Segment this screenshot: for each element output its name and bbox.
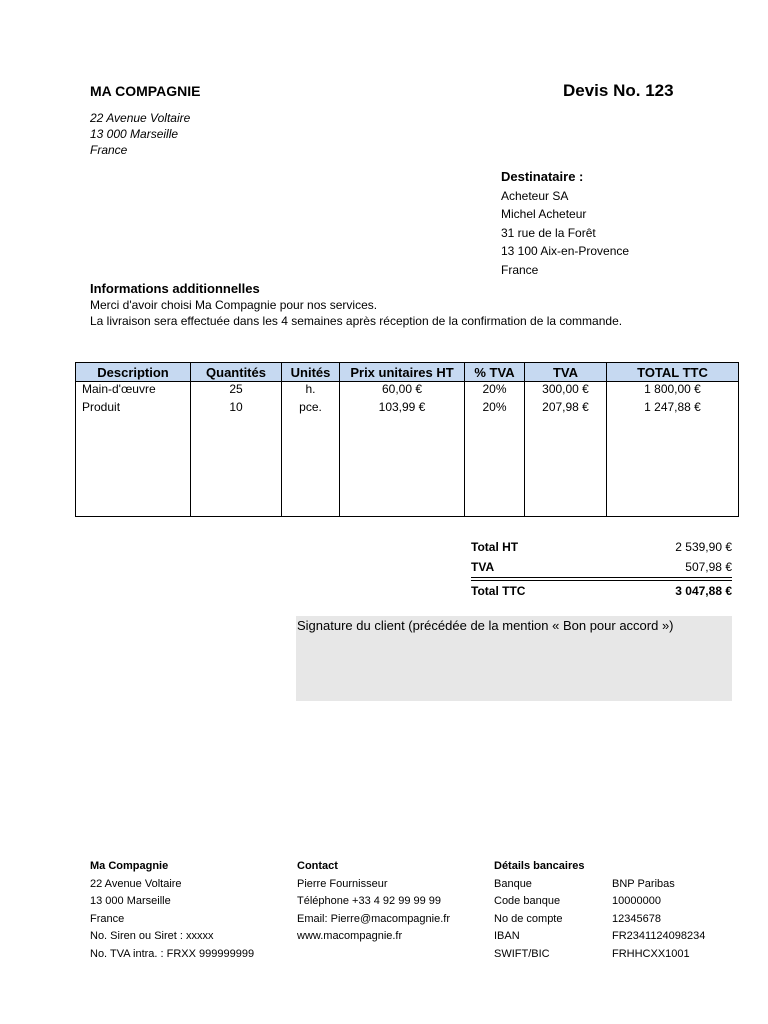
footer-contact-name: Pierre Fournisseur bbox=[297, 877, 388, 890]
total-tva-row bbox=[471, 557, 732, 577]
cell-vat: 207,98 € bbox=[525, 400, 607, 418]
recipient-label: Destinataire : bbox=[501, 169, 584, 184]
total-ht-row bbox=[471, 537, 732, 557]
recipient-line: 31 rue de la Forêt bbox=[501, 225, 596, 240]
header-vat-rate: % TVA bbox=[465, 363, 525, 382]
bank-label: Banque bbox=[494, 877, 532, 890]
cell-unit: h. bbox=[282, 382, 340, 401]
company-address-line: 13 000 Marseille bbox=[90, 127, 179, 141]
bank-label: No de compte bbox=[494, 912, 563, 925]
footer-company-heading: Ma Compagnie bbox=[90, 860, 169, 872]
total-tva-label: TVA bbox=[471, 560, 495, 574]
header-unit-price: Prix unitaires HT bbox=[340, 363, 465, 382]
total-tva-value: 507,98 € bbox=[685, 560, 732, 574]
footer-company-line: No. Siren ou Siret : xxxxx bbox=[90, 930, 214, 942]
cell-vat-rate: 20% bbox=[465, 382, 525, 401]
additional-info-heading: Informations additionnelles bbox=[90, 281, 260, 296]
table-row bbox=[76, 382, 739, 401]
additional-info-line: Merci d'avoir choisi Ma Compagnie pour nos services. bbox=[90, 298, 378, 312]
signature-label: Signature du client (précédée de la mention « Bon pour accord ») bbox=[297, 618, 674, 633]
bank-value: FR2341124098234 bbox=[612, 930, 706, 942]
items-table bbox=[75, 362, 739, 517]
table-empty-row bbox=[76, 418, 739, 517]
recipient-line: 13 100 Aix-en-Provence bbox=[501, 244, 630, 258]
cell-vat: 300,00 € bbox=[525, 382, 607, 401]
company-address-line: France bbox=[90, 143, 128, 157]
recipient-line: Michel Acheteur bbox=[501, 207, 587, 221]
bank-value: 10000000 bbox=[612, 895, 661, 907]
footer-contact bbox=[297, 858, 450, 946]
cell-quantity: 25 bbox=[191, 382, 282, 401]
footer-contact-email: Email: Pierre@macompagnie.fr bbox=[297, 912, 450, 925]
company-name: MA COMPAGNIE bbox=[90, 83, 201, 99]
table-header-row bbox=[76, 363, 739, 382]
footer-contact-website: www.macompagnie.fr bbox=[297, 930, 403, 942]
cell-description: Produit bbox=[76, 400, 191, 418]
total-ttc-label: Total TTC bbox=[471, 584, 526, 598]
bank-label: SWIFT/BIC bbox=[494, 947, 550, 960]
total-ht-label: Total HT bbox=[471, 540, 519, 554]
footer-bank-heading: Détails bancaires bbox=[494, 860, 585, 872]
footer-company bbox=[90, 858, 254, 963]
header-description: Description bbox=[76, 363, 191, 382]
cell-unit-price: 60,00 € bbox=[340, 382, 465, 401]
cell-quantity: 10 bbox=[191, 400, 282, 418]
recipient-line: Acheteur SA bbox=[501, 188, 569, 203]
footer-company-line: No. TVA intra. : FRXX 999999999 bbox=[90, 947, 255, 960]
cell-unit-price: 103,99 € bbox=[340, 400, 465, 418]
header-vat: TVA bbox=[525, 363, 607, 382]
header-total: TOTAL TTC bbox=[607, 363, 739, 382]
quote-title: Devis No. 123 bbox=[563, 81, 674, 100]
additional-info-line: La livraison sera effectuée dans les 4 semaines après réception de la confirmation de la commande. bbox=[90, 314, 623, 328]
bank-value: BNP Paribas bbox=[612, 877, 675, 890]
bank-label: Code banque bbox=[494, 895, 561, 907]
company-address-line: 22 Avenue Voltaire bbox=[90, 111, 191, 125]
footer-contact-heading: Contact bbox=[297, 860, 338, 872]
total-ttc-value: 3 047,88 € bbox=[675, 584, 732, 598]
additional-info bbox=[90, 281, 622, 329]
cell-unit: pce. bbox=[282, 400, 340, 418]
footer-company-line: 13 000 Marseille bbox=[90, 895, 171, 907]
header-unit: Unités bbox=[282, 363, 340, 382]
table-row bbox=[76, 400, 739, 418]
footer-company-line: France bbox=[90, 912, 125, 925]
signature-box[interactable] bbox=[296, 616, 732, 701]
header-quantity: Quantités bbox=[191, 363, 282, 382]
bank-label: IBAN bbox=[494, 930, 520, 942]
cell-total: 1 800,00 € bbox=[607, 382, 739, 401]
total-ht-value: 2 539,90 € bbox=[675, 540, 732, 554]
recipient-block bbox=[501, 168, 629, 279]
bank-details bbox=[494, 876, 742, 964]
footer-company-line: 22 Avenue Voltaire bbox=[90, 877, 182, 890]
total-ttc-row bbox=[471, 581, 732, 601]
bank-value: 12345678 bbox=[612, 912, 661, 925]
footer-bank bbox=[494, 858, 742, 963]
cell-description: Main-d'œuvre bbox=[76, 382, 191, 401]
footer-contact-phone: Téléphone +33 4 92 99 99 99 bbox=[297, 895, 442, 907]
company-address bbox=[90, 110, 190, 158]
cell-vat-rate: 20% bbox=[465, 400, 525, 418]
cell-total: 1 247,88 € bbox=[607, 400, 739, 418]
recipient-line: France bbox=[501, 262, 539, 277]
totals-block bbox=[471, 537, 732, 601]
bank-value: FRHHCXX1001 bbox=[612, 947, 690, 960]
